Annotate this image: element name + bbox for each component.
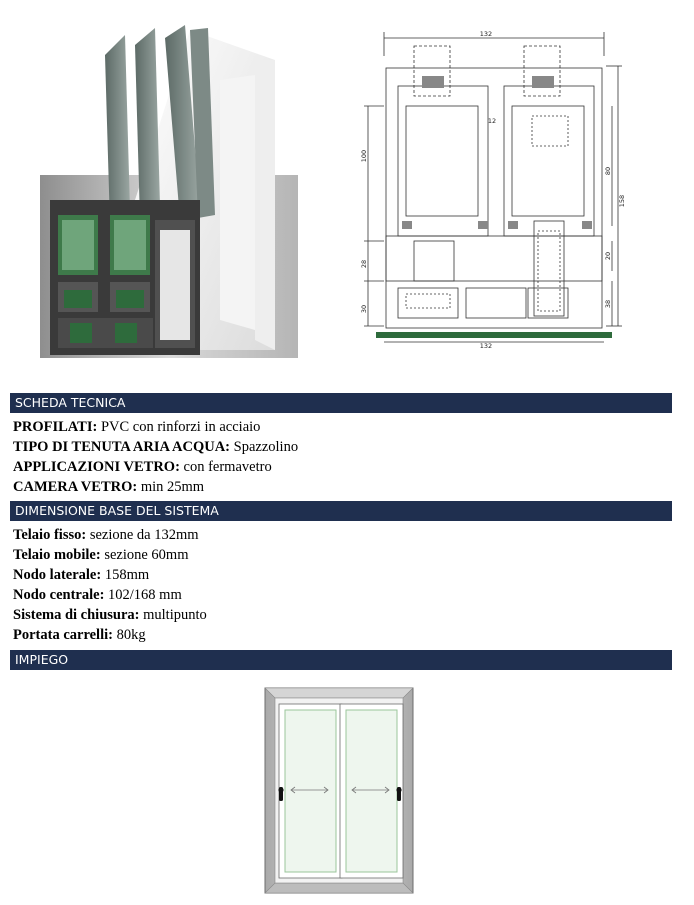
spec-value: sezione 60mm: [100, 547, 189, 563]
left-handle-icon: [278, 787, 283, 801]
spec-label: PROFILATI:: [13, 419, 98, 435]
spec-applicazioni-vetro: [13, 457, 272, 477]
dim-right-inner: 80: [604, 166, 612, 176]
section-header-scheda-tecnica: SCHEDA TECNICA: [10, 393, 672, 413]
spec-camera-vetro: [13, 477, 204, 497]
spec-tenuta: [13, 437, 298, 457]
dim-right-total: 158: [618, 194, 626, 208]
dim-bottom-width: 132: [479, 342, 493, 348]
spec-value: 158mm: [101, 567, 150, 583]
profile-section-photo: [40, 20, 298, 358]
sliding-window-illustration: [264, 687, 414, 895]
spec-portata-carrelli: [13, 625, 146, 645]
spec-label: Telaio mobile:: [13, 547, 101, 563]
spec-label: Nodo laterale:: [13, 567, 102, 583]
dim-right-lower: 38: [604, 299, 612, 309]
spec-value: Spazzolino: [230, 439, 299, 455]
spec-value: con fermavetro: [179, 459, 272, 475]
spec-value: min 25mm: [137, 479, 205, 495]
spec-telaio-fisso: [13, 525, 199, 545]
spec-value: sezione da 132mm: [86, 527, 199, 543]
spec-value: multipunto: [139, 607, 207, 623]
spec-label: Sistema di chiusura:: [13, 607, 140, 623]
spec-label: CAMERA VETRO:: [13, 479, 138, 495]
spec-label: TIPO DI TENUTA ARIA ACQUA:: [13, 439, 231, 455]
dim-left-mid: 28: [360, 259, 368, 269]
spec-label: Telaio fisso:: [13, 527, 87, 543]
section-header-impiego: IMPIEGO: [10, 650, 672, 670]
dim-top-width: 132: [479, 30, 493, 38]
dim-right-mid: 20: [604, 251, 612, 261]
spec-profilati: [13, 417, 260, 437]
spec-label: Nodo centrale:: [13, 587, 105, 603]
spec-nodo-laterale: [13, 565, 149, 585]
dim-center-gap: 12: [487, 117, 497, 125]
dim-left-lower: 30: [360, 304, 368, 314]
right-handle-icon: [396, 787, 401, 801]
spec-value: 102/168 mm: [104, 587, 182, 603]
spec-nodo-centrale: [13, 585, 182, 605]
section-header-dimensione-base: DIMENSIONE BASE DEL SISTEMA: [10, 501, 672, 521]
spec-value: 80kg: [112, 627, 146, 643]
spec-sistema-chiusura: [13, 605, 207, 625]
spec-value: PVC con rinforzi in acciaio: [97, 419, 261, 435]
spec-label: APPLICAZIONI VETRO:: [13, 459, 180, 475]
spec-telaio-mobile: [13, 545, 188, 565]
spec-label: Portata carrelli:: [13, 627, 113, 643]
dim-left-upper: 100: [360, 149, 368, 163]
technical-drawing: [356, 26, 626, 348]
